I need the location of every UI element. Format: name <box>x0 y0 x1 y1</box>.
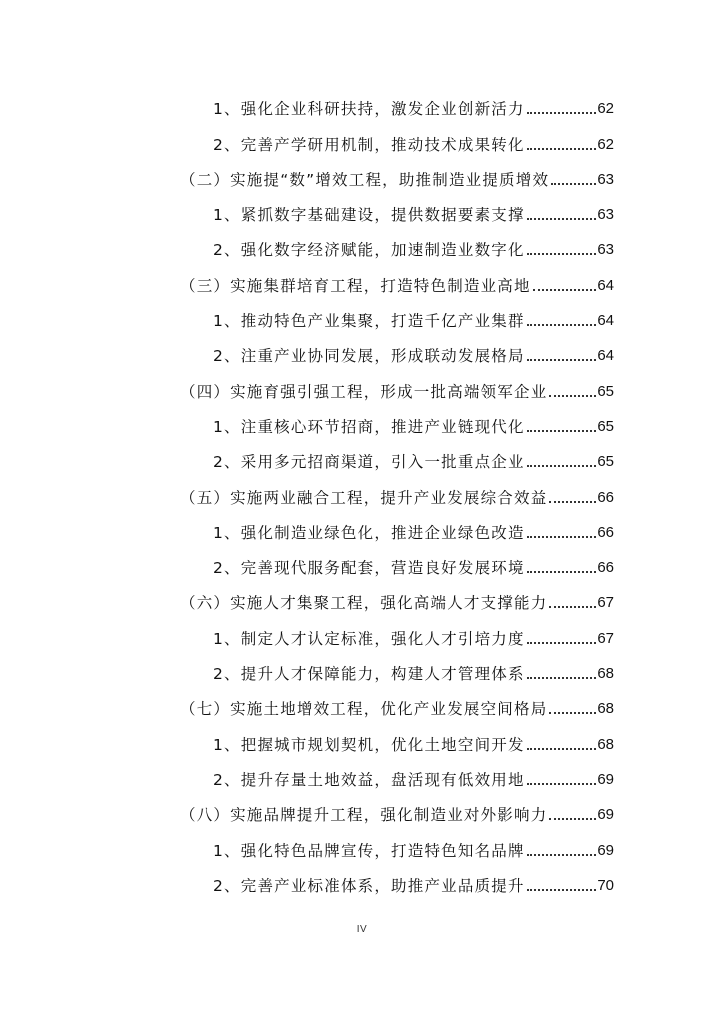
toc-entry-title: 2、提升存量土地效益，盘活现有低效用地 <box>213 770 525 789</box>
toc-entry[interactable] <box>180 190 614 225</box>
toc-entry[interactable] <box>180 684 614 719</box>
toc-dot-leader <box>527 571 597 573</box>
toc-entry[interactable] <box>180 366 614 401</box>
toc-entry-title: 1、强化企业科研扶持，激发企业创新活力 <box>213 100 525 119</box>
toc-entry[interactable] <box>180 472 614 507</box>
toc-entry[interactable] <box>180 861 614 896</box>
toc-dot-leader <box>527 324 597 326</box>
toc-entry[interactable] <box>180 649 614 684</box>
toc-dot-leader <box>549 395 596 397</box>
toc-dot-leader <box>533 289 597 291</box>
toc-page-number: 68 <box>597 665 614 683</box>
toc-page-number: 63 <box>597 241 614 259</box>
toc-entry-title: 1、注重核心环节招商，推进产业链现代化 <box>213 417 525 436</box>
toc-entry-title: 2、强化数字经济赋能，加速制造业数字化 <box>213 241 525 260</box>
toc-entry-title: （七）实施土地增效工程，优化产业发展空间格局 <box>180 700 548 719</box>
toc-page-number: 67 <box>597 629 614 647</box>
toc-page-number: 68 <box>597 700 614 718</box>
toc-entry-title: （八）实施品牌提升工程，强化制造业对外影响力 <box>180 806 548 825</box>
toc-entry[interactable] <box>180 719 614 754</box>
toc-entry[interactable] <box>180 84 614 119</box>
page-footer-number: IV <box>356 924 368 935</box>
toc-page-number: 69 <box>597 806 614 824</box>
toc-page-number: 66 <box>597 523 614 541</box>
toc-page-number: 65 <box>597 382 614 400</box>
toc-entry[interactable] <box>180 578 614 613</box>
toc-dot-leader <box>549 501 596 503</box>
toc-dot-leader <box>527 218 597 220</box>
toc-page-number: 64 <box>597 276 614 294</box>
toc-entry[interactable] <box>180 825 614 860</box>
toc-entry[interactable] <box>180 331 614 366</box>
toc-entry[interactable] <box>180 402 614 437</box>
toc-entry-title: 2、注重产业协同发展，形成联动发展格局 <box>213 347 525 366</box>
toc-entry[interactable] <box>180 508 614 543</box>
toc-entry-title: 1、紧抓数字基础建设，提供数据要素支撑 <box>213 206 525 225</box>
toc-entry-title: 1、推动特色产业集聚，打造千亿产业集群 <box>213 312 525 331</box>
toc-dot-leader <box>527 253 597 255</box>
toc-dot-leader <box>527 148 597 150</box>
toc-page-number: 69 <box>597 770 614 788</box>
toc-page-number: 70 <box>597 876 614 894</box>
toc-dot-leader <box>527 112 597 114</box>
toc-page-number: 62 <box>597 135 614 153</box>
toc-entry[interactable] <box>180 755 614 790</box>
toc-page-number: 63 <box>597 170 614 188</box>
toc-entry-title: 1、制定人才认定标准，强化人才引培力度 <box>213 629 525 648</box>
toc-dot-leader <box>527 359 597 361</box>
toc-page-number: 63 <box>597 206 614 224</box>
toc-entry[interactable] <box>180 543 614 578</box>
toc-entry-title: 2、提升人才保障能力，构建人才管理体系 <box>213 665 525 684</box>
toc-page-number: 65 <box>597 417 614 435</box>
toc-entry[interactable] <box>180 225 614 260</box>
toc-entry[interactable] <box>180 437 614 472</box>
toc-page-number: 65 <box>597 453 614 471</box>
toc-dot-leader <box>527 889 597 891</box>
toc-entry-title: 2、完善产学研用机制，推动技术成果转化 <box>213 135 525 154</box>
toc-entry[interactable] <box>180 260 614 295</box>
toc-dot-leader <box>549 712 596 714</box>
toc-dot-leader <box>527 642 597 644</box>
toc-entry-title: （二）实施提“数”增效工程，助推制造业提质增效 <box>180 170 550 189</box>
table-of-contents <box>180 84 614 896</box>
toc-entry-title: 1、把握城市规划契机，优化土地空间开发 <box>213 735 525 754</box>
toc-page-number: 66 <box>597 559 614 577</box>
toc-dot-leader <box>527 536 597 538</box>
toc-dot-leader <box>527 430 597 432</box>
toc-entry[interactable] <box>180 119 614 154</box>
toc-dot-leader <box>527 677 597 679</box>
toc-page-number: 69 <box>597 841 614 859</box>
toc-page-number: 66 <box>597 488 614 506</box>
toc-dot-leader <box>527 748 597 750</box>
toc-entry-title: 2、完善产业标准体系，助推产业品质提升 <box>213 876 525 895</box>
toc-entry-title: （三）实施集群培育工程，打造特色制造业高地 <box>180 276 531 295</box>
toc-page-number: 62 <box>597 100 614 118</box>
toc-page-number: 67 <box>597 594 614 612</box>
toc-dot-leader <box>527 783 597 785</box>
toc-entry-title: （五）实施两业融合工程，提升产业发展综合效益 <box>180 488 548 507</box>
toc-page-number: 64 <box>597 312 614 330</box>
toc-entry-title: 1、强化制造业绿色化，推进企业绿色改造 <box>213 523 525 542</box>
toc-dot-leader <box>551 183 596 185</box>
toc-page-number: 68 <box>597 735 614 753</box>
toc-entry[interactable] <box>180 155 614 190</box>
toc-entry-title: 2、采用多元招商渠道，引入一批重点企业 <box>213 453 525 472</box>
toc-dot-leader <box>527 854 597 856</box>
toc-page-number: 64 <box>597 347 614 365</box>
toc-entry[interactable] <box>180 613 614 648</box>
toc-entry[interactable] <box>180 296 614 331</box>
toc-dot-leader <box>527 465 597 467</box>
toc-dot-leader <box>549 606 596 608</box>
toc-entry[interactable] <box>180 790 614 825</box>
toc-entry-title: 1、强化特色品牌宣传，打造特色知名品牌 <box>213 841 525 860</box>
toc-entry-title: 2、完善现代服务配套，营造良好发展环境 <box>213 559 525 578</box>
toc-entry-title: （四）实施育强引强工程，形成一批高端领军企业 <box>180 382 548 401</box>
toc-dot-leader <box>549 818 596 820</box>
toc-entry-title: （六）实施人才集聚工程，强化高端人才支撑能力 <box>180 594 548 613</box>
